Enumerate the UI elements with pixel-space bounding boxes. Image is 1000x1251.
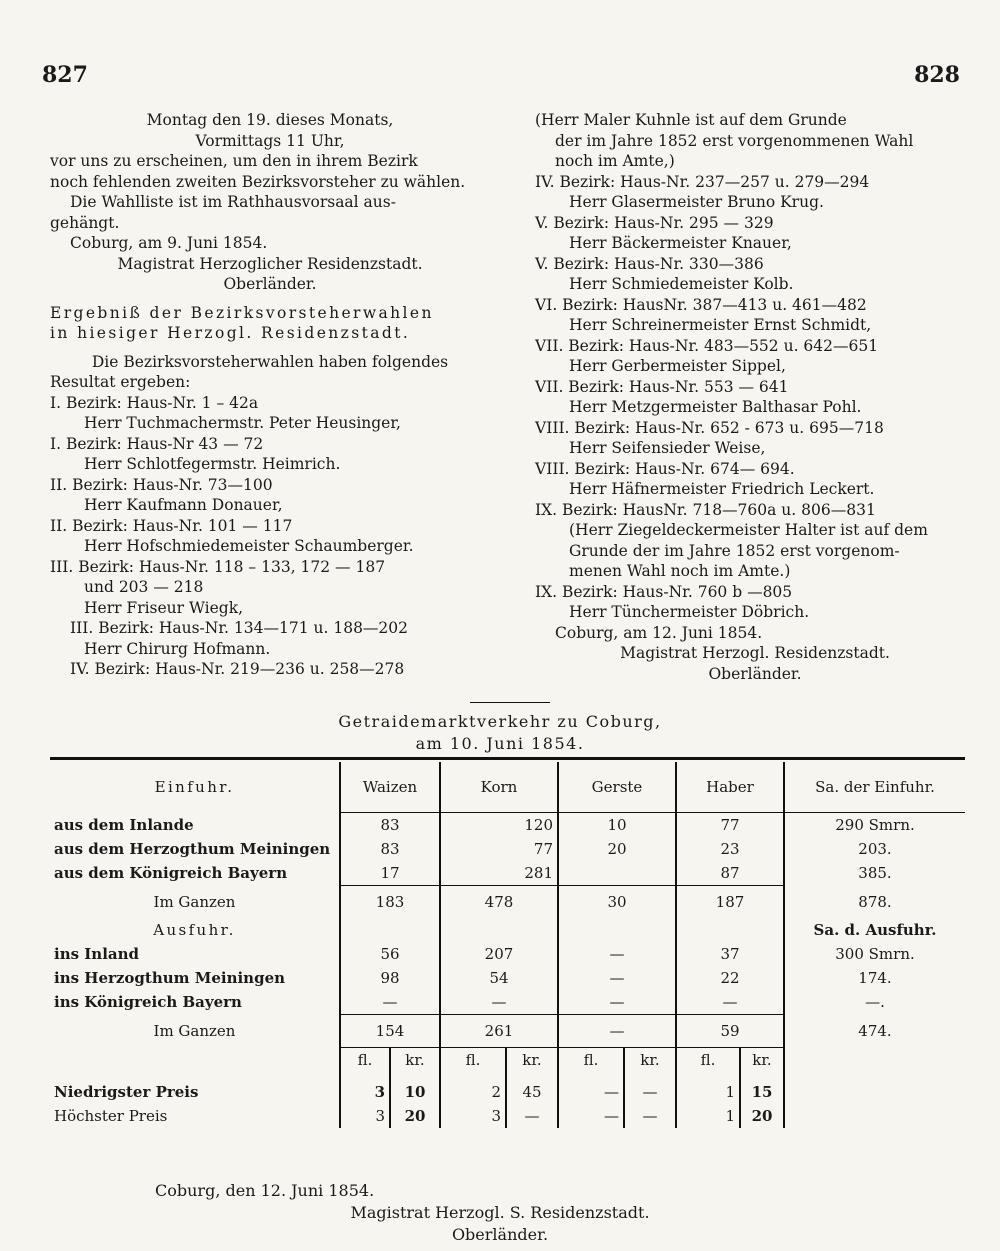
district-person: Herr Seifensieder Weise, — [569, 439, 766, 457]
header-gerste: Gerste — [558, 762, 676, 813]
price-kr: 20 — [390, 1104, 440, 1128]
market-title — [0, 711, 1000, 755]
price-kr: 10 — [390, 1080, 440, 1104]
district-note: (Herr Maler Kuhnle ist auf dem Grunde — [535, 111, 847, 129]
notice-text: vor uns zu erscheinen, um den in ihrem Bezirk — [50, 152, 418, 170]
total-waizen: 183 — [340, 886, 440, 919]
left-column — [50, 110, 490, 680]
district-person: Herr Chirurg Hofmann. — [84, 639, 271, 658]
district-person: Herr Friseur Wiegk, — [84, 598, 244, 617]
district-note: Grunde der im Jahre 1852 erst vorgenom- — [569, 541, 900, 560]
district-person: Herr Schlotfegermstr. Heimrich. — [84, 455, 341, 473]
district-person: Herr Tünchermeister Döbrich. — [569, 603, 810, 621]
row-label: Höchster Preis — [54, 1107, 168, 1125]
district-entry-continued: und 203 — 218 — [84, 578, 204, 596]
cell-korn: 281 — [440, 861, 558, 886]
grain-market-table — [50, 762, 965, 1128]
meeting-time: Vormittags 11 Uhr, — [195, 131, 345, 150]
cell-korn: 77 — [440, 837, 558, 861]
cell-korn: 54 — [440, 966, 558, 990]
cell-korn: — — [440, 990, 558, 1015]
right-signature: Oberländer. — [708, 664, 802, 683]
district-person: Herr Häfnermeister Friedrich Leckert. — [569, 480, 875, 498]
price-kr: — — [624, 1104, 676, 1128]
price-kr: — — [624, 1080, 676, 1104]
cell-sum: 290 Smrn. — [784, 813, 965, 838]
cell-gerste: 20 — [558, 837, 676, 861]
row-label: ins Herzogthum Meiningen — [54, 969, 286, 987]
price-row-low — [50, 1080, 965, 1104]
unit-fl: fl. — [440, 1048, 506, 1073]
price-row-high — [50, 1104, 965, 1128]
district-person: Herr Schreinermeister Ernst Schmidt, — [569, 316, 872, 334]
right-authority: Magistrat Herzogl. Residenzstadt. — [620, 644, 890, 662]
separator-rule — [470, 702, 550, 703]
table-row — [50, 861, 965, 886]
district-entry: II. Bezirk: Haus-Nr. 101 — 117 — [50, 516, 293, 535]
import-total-row — [50, 886, 965, 919]
export-label: Ausfuhr. — [153, 921, 236, 939]
unit-fl: fl. — [340, 1048, 390, 1073]
district-entry: VII. Bezirk: Haus-Nr. 483—552 u. 642—651 — [535, 336, 879, 355]
table-row — [50, 837, 965, 861]
row-label: ins Inland — [54, 945, 140, 963]
results-subheading: in hiesiger Herzogl. Residenzstadt. — [50, 324, 411, 342]
total-sum: 474. — [784, 1015, 965, 1048]
total-haber: 59 — [676, 1015, 784, 1048]
district-person: Herr Glasermeister Bruno Krug. — [569, 193, 824, 211]
total-korn: 478 — [440, 886, 558, 919]
price-kr: 45 — [506, 1080, 558, 1104]
price-fl: 3 — [340, 1080, 390, 1104]
cell-gerste: — — [558, 942, 676, 966]
table-row — [50, 990, 965, 1015]
cell-haber: 77 — [676, 813, 784, 838]
cell-sum: 203. — [784, 837, 965, 861]
export-header-row — [50, 918, 965, 942]
total-haber: 187 — [676, 886, 784, 919]
unit-kr: kr. — [506, 1048, 558, 1073]
cell-haber: 22 — [676, 966, 784, 990]
district-entry: IX. Bezirk: Haus-Nr. 760 b —805 — [535, 582, 793, 601]
total-waizen: 154 — [340, 1015, 440, 1048]
total-korn: 261 — [440, 1015, 558, 1048]
row-label: aus dem Königreich Bayern — [54, 864, 288, 883]
district-note: menen Wahl noch im Amte.) — [569, 562, 791, 580]
price-fl: 1 — [676, 1104, 740, 1128]
footer-signature: Oberländer. — [451, 1225, 549, 1244]
cell-haber: 87 — [676, 861, 784, 886]
district-entry: III. Bezirk: Haus-Nr. 118 – 133, 172 — 187 — [50, 557, 386, 576]
district-person: Herr Gerbermeister Sippel, — [569, 357, 786, 375]
cell-gerste: — — [558, 966, 676, 990]
cell-waizen: 56 — [340, 942, 440, 966]
district-entry: IX. Bezirk: HausNr. 718—760a u. 806—831 — [535, 500, 876, 519]
notice-text: Die Wahlliste ist im Rathhausvorsaal aus- — [70, 193, 396, 211]
district-entry: V. Bezirk: Haus-Nr. 295 — 329 — [535, 213, 774, 232]
district-entry: I. Bezirk: Haus-Nr. 1 – 42a — [50, 393, 259, 412]
cell-korn: 120 — [440, 813, 558, 838]
district-person: Herr Kaufmann Donauer, — [84, 496, 283, 514]
total-sum: 878. — [784, 886, 965, 919]
table-top-rule — [50, 757, 965, 760]
district-person: Herr Schmiedemeister Kolb. — [569, 275, 794, 293]
page-number-left: 827 — [42, 62, 88, 88]
total-gerste: — — [558, 1015, 676, 1048]
price-unit-row — [50, 1048, 965, 1073]
district-entry: I. Bezirk: Haus-Nr 43 — 72 — [50, 434, 264, 453]
notice-authority: Magistrat Herzoglicher Residenzstadt. — [117, 254, 423, 273]
cell-haber: 37 — [676, 942, 784, 966]
row-label: aus dem Inlande — [54, 815, 194, 834]
district-entry: VI. Bezirk: HausNr. 387—413 u. 461—482 — [535, 295, 867, 314]
cell-waizen: 83 — [340, 837, 440, 861]
unit-fl: fl. — [558, 1048, 624, 1073]
cell-sum: 174. — [784, 966, 965, 990]
cell-korn: 207 — [440, 942, 558, 966]
notice-place-date: Coburg, am 9. Juni 1854. — [70, 234, 268, 252]
district-person: Herr Tuchmachermstr. Peter Heusinger, — [84, 414, 401, 432]
market-title-line1: Getraidemarktverkehr zu Coburg, — [338, 712, 662, 731]
results-intro: Resultat ergeben: — [50, 373, 191, 391]
table-row — [50, 942, 965, 966]
district-person: Herr Hofschmiedemeister Schaumberger. — [84, 537, 414, 555]
row-label: Niedrigster Preis — [54, 1083, 199, 1101]
export-total-row — [50, 1015, 965, 1048]
page-number-right: 828 — [914, 62, 960, 88]
price-fl: 3 — [440, 1104, 506, 1128]
district-person: Herr Metzgermeister Balthasar Pohl. — [569, 398, 862, 416]
price-kr: 15 — [740, 1080, 784, 1104]
header-import: Einfuhr. — [154, 778, 235, 797]
header-haber: Haber — [676, 762, 784, 813]
notice-text: gehängt. — [50, 213, 120, 232]
price-kr: 20 — [740, 1104, 784, 1128]
notice-signature: Oberländer. — [223, 275, 317, 293]
cell-gerste: 10 — [558, 813, 676, 838]
total-label: Im Ganzen — [153, 1022, 236, 1040]
price-kr: — — [506, 1104, 558, 1128]
cell-waizen: 83 — [340, 813, 440, 838]
district-entry: VIII. Bezirk: Haus-Nr. 652 - 673 u. 695—718 — [535, 418, 884, 437]
cell-waizen: — — [340, 990, 440, 1015]
price-fl: — — [558, 1080, 624, 1104]
right-place-date: Coburg, am 12. Juni 1854. — [555, 623, 763, 642]
cell-waizen: 17 — [340, 861, 440, 886]
footer — [0, 1180, 1000, 1246]
results-heading: Ergebniß der Bezirksvorsteherwahlen — [50, 303, 434, 322]
price-fl: — — [558, 1104, 624, 1128]
district-entry: II. Bezirk: Haus-Nr. 73—100 — [50, 475, 273, 494]
footer-place-date: Coburg, den 12. Juni 1854. — [155, 1181, 375, 1200]
results-intro: Die Bezirksvorsteherwahlen haben folgendes — [91, 352, 449, 371]
district-note: (Herr Ziegeldeckermeister Halter ist auf dem — [569, 521, 928, 539]
district-entry: IV. Bezirk: Haus-Nr. 237—257 u. 279—294 — [535, 172, 870, 191]
notice-text: noch fehlenden zweiten Bezirksvorsteher zu wählen. — [50, 172, 466, 191]
price-fl: 1 — [676, 1080, 740, 1104]
unit-fl: fl. — [676, 1048, 740, 1073]
cell-gerste — [558, 861, 676, 886]
cell-sum: 385. — [784, 861, 965, 886]
right-column — [535, 110, 975, 684]
district-person: Herr Bäckermeister Knauer, — [569, 234, 792, 252]
total-label: Im Ganzen — [153, 892, 236, 911]
district-note: noch im Amte,) — [555, 152, 675, 170]
export-sum-header: Sa. d. Ausfuhr. — [784, 918, 965, 942]
cell-haber: — — [676, 990, 784, 1015]
cell-sum: 300 Smrn. — [784, 942, 965, 966]
district-entry: IV. Bezirk: Haus-Nr. 219—236 u. 258—278 — [70, 660, 405, 678]
price-fl: 3 — [340, 1104, 390, 1128]
row-label: ins Königreich Bayern — [54, 993, 242, 1012]
meeting-date: Montag den 19. dieses Monats, — [146, 111, 394, 129]
header-waizen: Waizen — [340, 762, 440, 813]
district-entry: III. Bezirk: Haus-Nr. 134—171 u. 188—202 — [70, 619, 409, 637]
district-entry: V. Bezirk: Haus-Nr. 330—386 — [535, 254, 764, 273]
unit-kr: kr. — [740, 1048, 784, 1073]
table-header-row — [50, 762, 965, 813]
footer-authority: Magistrat Herzogl. S. Residenzstadt. — [350, 1203, 650, 1222]
header-korn: Korn — [440, 762, 558, 813]
unit-kr: kr. — [390, 1048, 440, 1073]
cell-haber: 23 — [676, 837, 784, 861]
total-gerste: 30 — [558, 886, 676, 919]
district-entry: VII. Bezirk: Haus-Nr. 553 — 641 — [535, 377, 789, 396]
table-row — [50, 966, 965, 990]
price-fl: 2 — [440, 1080, 506, 1104]
table-row — [50, 813, 965, 838]
row-label: aus dem Herzogthum Meiningen — [54, 840, 331, 858]
cell-waizen: 98 — [340, 966, 440, 990]
cell-gerste: — — [558, 990, 676, 1015]
unit-kr: kr. — [624, 1048, 676, 1073]
district-entry: VIII. Bezirk: Haus-Nr. 674— 694. — [535, 459, 795, 478]
header-import-sum: Sa. der Einfuhr. — [784, 762, 965, 813]
district-note: der im Jahre 1852 erst vorgenommenen Wahl — [555, 131, 914, 150]
cell-sum: —. — [784, 990, 965, 1015]
market-title-line2: am 10. Juni 1854. — [415, 734, 585, 753]
